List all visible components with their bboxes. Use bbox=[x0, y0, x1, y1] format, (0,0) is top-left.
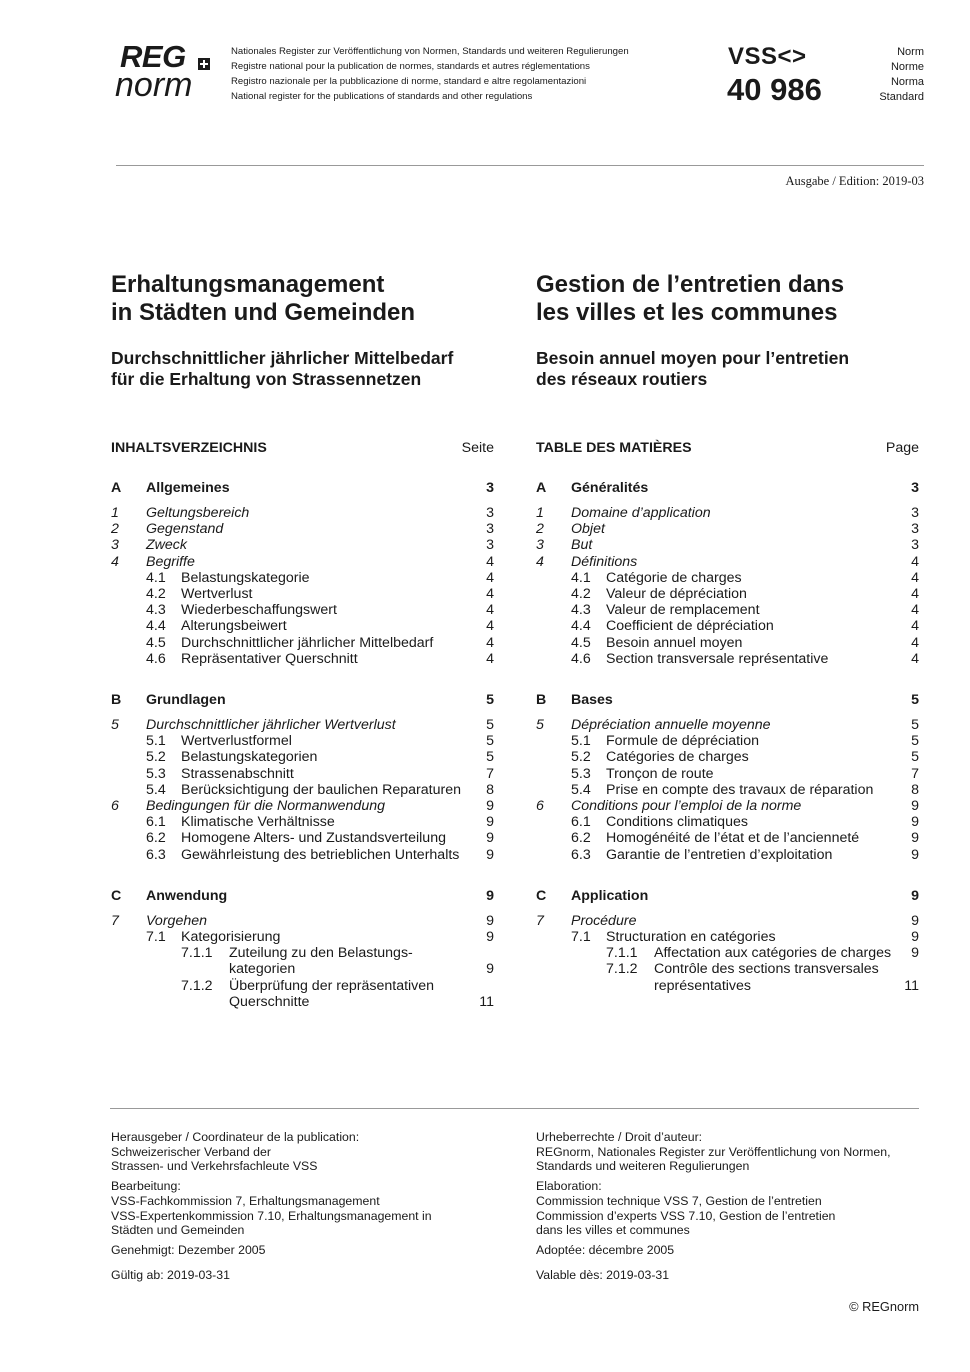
toc-entry-number: 6 bbox=[536, 798, 544, 815]
toc-entry-title: Application bbox=[571, 887, 649, 904]
toc-entry-number: 6.1 bbox=[571, 814, 591, 831]
toc-entry-number: 7 bbox=[536, 912, 544, 929]
toc-entry[interactable] bbox=[111, 635, 494, 651]
toc-entry-page: 5 bbox=[911, 692, 919, 709]
toc-entry[interactable] bbox=[536, 586, 919, 602]
toc-entry-page: 9 bbox=[486, 798, 494, 815]
toc-entry-number: 4.2 bbox=[571, 586, 591, 603]
toc-entry-title: Zuteilung zu den Belastungs-kategorien bbox=[229, 945, 413, 978]
toc-entry-number: C bbox=[111, 887, 122, 904]
toc-entry-number: 6.3 bbox=[146, 846, 166, 863]
toc-entry-page: 3 bbox=[486, 537, 494, 554]
toc-entry-title: Wertverlustformel bbox=[181, 733, 292, 750]
toc-entry-page: 5 bbox=[486, 692, 494, 709]
toc-entry-title: Durchschnittlicher jährlicher Wertverlust bbox=[146, 717, 396, 734]
toc-entry-page: 5 bbox=[911, 717, 919, 734]
toc-entry-number: 5.2 bbox=[146, 749, 166, 766]
footer-line: Commission technique VSS 7, Gestion de l’entretien bbox=[536, 1193, 822, 1208]
footer-line: Valable dès: 2019-03-31 bbox=[536, 1267, 670, 1282]
toc-entry-page: 5 bbox=[486, 717, 494, 734]
toc-entry-page: 3 bbox=[911, 537, 919, 554]
toc-de bbox=[111, 438, 494, 1010]
subtitle-fr bbox=[536, 348, 936, 390]
toc-entry[interactable] bbox=[536, 554, 919, 570]
toc-entry-number: 7.1.2 bbox=[181, 977, 213, 994]
toc-entry-page: 7 bbox=[486, 765, 494, 782]
footer-line: Schweizerischer Verband der bbox=[111, 1144, 271, 1159]
toc-entry-number: 2 bbox=[536, 521, 544, 538]
toc-section[interactable] bbox=[111, 887, 494, 905]
toc-entry-page: 4 bbox=[911, 634, 919, 651]
toc-entry-page: 3 bbox=[486, 505, 494, 521]
toc-entry[interactable] bbox=[536, 733, 919, 749]
footer-line: Gültig ab: 2019-03-31 bbox=[111, 1267, 230, 1282]
title-fr-line: les villes et les communes bbox=[536, 299, 838, 326]
toc-entry-page: 3 bbox=[486, 480, 494, 496]
toc-entry-page: 3 bbox=[911, 480, 919, 496]
toc-entry-page: 4 bbox=[911, 586, 919, 603]
toc-entry[interactable] bbox=[111, 554, 494, 570]
toc-entry[interactable] bbox=[536, 814, 919, 830]
toc-entry-number: 5.2 bbox=[571, 749, 591, 766]
toc-entry-title: Catégories de charges bbox=[606, 749, 749, 766]
register-line-it: Registro nazionale per la pubblicazione di norme, standard e altre regolamentazioni bbox=[231, 76, 587, 87]
toc-entry-page: 4 bbox=[911, 602, 919, 619]
subtitle-fr-line: Besoin annuel moyen pour l’entretien bbox=[536, 348, 850, 368]
toc-entry-title: Berücksichtigung der baulichen Reparaturen bbox=[181, 781, 461, 798]
toc-de-header bbox=[111, 438, 494, 458]
toc-entry-number: 4.4 bbox=[571, 618, 591, 635]
subtitle-de-line: Durchschnittlicher jährlicher Mittelbedarf bbox=[111, 348, 454, 368]
footer-line: Standards und weiteren Regulierungen bbox=[536, 1159, 750, 1174]
toc-section[interactable] bbox=[536, 887, 919, 905]
footer-line: dans les villes et communes bbox=[536, 1223, 690, 1238]
toc-entry-page: 4 bbox=[486, 569, 494, 586]
toc-entry-page: 4 bbox=[911, 553, 919, 570]
toc-entry-number: A bbox=[536, 480, 547, 496]
toc-entry-title: Conditions climatiques bbox=[606, 814, 748, 831]
footer-block bbox=[111, 1179, 501, 1238]
toc-entry-number: 3 bbox=[111, 537, 119, 554]
toc-entry[interactable] bbox=[111, 929, 494, 945]
toc-entry-number: 5.4 bbox=[146, 781, 166, 798]
toc-entry[interactable] bbox=[536, 830, 919, 846]
toc-entry-page: 9 bbox=[486, 814, 494, 831]
toc-entry-page: 9 bbox=[486, 961, 494, 978]
toc-entry-title: Gegenstand bbox=[146, 521, 224, 538]
toc-entry-title: Gewährleistung des betrieblichen Unterhalts bbox=[181, 846, 460, 863]
toc-entry-page: 9 bbox=[486, 887, 494, 904]
title-de-line: in Städten und Gemeinden bbox=[111, 299, 416, 326]
toc-entry-number: 4.3 bbox=[146, 602, 166, 619]
toc-entry-number: 1 bbox=[111, 505, 119, 521]
toc-entry-number: 7.1.1 bbox=[606, 945, 638, 962]
norm-word-en: Standard bbox=[879, 91, 924, 103]
footer-left bbox=[111, 1130, 501, 1287]
toc-entry-page: 7 bbox=[911, 765, 919, 782]
toc-entry[interactable] bbox=[111, 602, 494, 618]
toc-entry-number: 4.1 bbox=[146, 569, 166, 586]
toc-entry-page: 3 bbox=[911, 521, 919, 538]
toc-entry[interactable] bbox=[111, 830, 494, 846]
register-line-fr: Registre national pour la publication de normes, standards et autres réglementations bbox=[231, 61, 590, 72]
toc-entry-page: 9 bbox=[911, 814, 919, 831]
title-de-line: Erhaltungsmanagement bbox=[111, 271, 385, 298]
toc-entry-number: C bbox=[536, 887, 547, 904]
toc-entry[interactable] bbox=[536, 749, 919, 765]
toc-entry-title: Vorgehen bbox=[146, 912, 208, 929]
toc-section[interactable] bbox=[111, 691, 494, 709]
toc-entry-title: Affectation aux catégories de charges bbox=[654, 945, 892, 962]
toc-entry-page: 9 bbox=[486, 846, 494, 863]
footer-block bbox=[536, 1179, 926, 1238]
toc-entry-title: Procédure bbox=[571, 912, 637, 929]
footer-block bbox=[111, 1130, 501, 1174]
toc-entry-number: B bbox=[111, 692, 122, 709]
toc-entry[interactable] bbox=[111, 717, 494, 733]
toc-entry-number: 5.1 bbox=[571, 733, 591, 750]
toc-entry-number: 4 bbox=[111, 553, 119, 570]
toc-entry-title: Coefficient de dépréciation bbox=[606, 618, 774, 635]
footer-line: VSS-Expertenkommission 7.10, Erhaltungsmanagement in bbox=[111, 1208, 432, 1223]
norm-word-it: Norma bbox=[890, 76, 924, 88]
footer-line: Strassen- und Verkehrsfachleute VSS bbox=[111, 1159, 318, 1174]
toc-entry-title: Contrôle des sections transversales représentatives bbox=[654, 961, 879, 994]
toc-page-label: Page bbox=[885, 440, 919, 456]
toc-entry-page: 11 bbox=[479, 993, 494, 1010]
toc-entry-title: Valeur de remplacement bbox=[606, 602, 760, 619]
toc-section[interactable] bbox=[536, 479, 919, 497]
toc-entry-page: 4 bbox=[486, 602, 494, 619]
toc-entry-page: 9 bbox=[911, 912, 919, 929]
toc-entry-title: Grundlagen bbox=[146, 692, 226, 709]
toc-entry-title: Strassenabschnitt bbox=[181, 765, 294, 782]
toc-entry-page: 9 bbox=[911, 945, 919, 962]
title-fr bbox=[536, 271, 936, 327]
toc-entry-page: 4 bbox=[911, 650, 919, 667]
toc-entry[interactable] bbox=[536, 618, 919, 634]
footer-line: Städten und Gemeinden bbox=[111, 1223, 245, 1238]
toc-entry-page: 4 bbox=[486, 634, 494, 651]
footer-divider bbox=[110, 1108, 919, 1109]
toc-entry-number: 4.3 bbox=[571, 602, 591, 619]
toc-entry-title: Garantie de l’entretien d’exploitation bbox=[606, 846, 833, 863]
toc-entry-page: 8 bbox=[911, 781, 919, 798]
toc-entry-title: Objet bbox=[571, 521, 605, 538]
footer-block bbox=[111, 1243, 501, 1258]
toc-entry[interactable] bbox=[111, 733, 494, 749]
toc-entry[interactable] bbox=[536, 602, 919, 618]
toc-entry-title: Homogene Alters- und Zustandsverteilung bbox=[181, 830, 446, 847]
footer-line: Commission d’experts VSS 7.10, Gestion de l’entretien bbox=[536, 1208, 836, 1223]
toc-entry-number: 7.1 bbox=[571, 929, 591, 946]
toc-entry-title: Repräsentativer Querschnitt bbox=[181, 650, 358, 667]
toc-entry-number: 5.3 bbox=[571, 765, 591, 782]
footer-line: Urheberrechte / Droit d’auteur: bbox=[536, 1130, 703, 1144]
toc-entry-title: Begriffe bbox=[146, 553, 195, 570]
toc-entry-page: 4 bbox=[486, 650, 494, 667]
toc-entry[interactable] bbox=[111, 766, 494, 782]
toc-entry-page: 4 bbox=[911, 569, 919, 586]
toc-entry-number: 6.3 bbox=[571, 846, 591, 863]
toc-entry-number: 6.2 bbox=[146, 830, 166, 847]
toc-entry-page: 5 bbox=[911, 733, 919, 750]
toc-entry-page: 9 bbox=[911, 846, 919, 863]
edition-label: Ausgabe / Edition: 2019-03 bbox=[785, 174, 924, 188]
footer-block bbox=[536, 1130, 926, 1174]
toc-entry-title: Belastungskategorien bbox=[181, 749, 318, 766]
standard-number: 40 986 bbox=[727, 72, 822, 107]
toc-entry-title: Durchschnittlicher jährlicher Mittelbedarf bbox=[181, 634, 434, 651]
toc-entry-page: 5 bbox=[486, 749, 494, 766]
toc-entry-title: Geltungsbereich bbox=[146, 505, 250, 521]
footer-block bbox=[536, 1268, 926, 1283]
toc-entry[interactable] bbox=[536, 505, 919, 521]
toc-entry[interactable] bbox=[111, 814, 494, 830]
toc-entry-title: Formule de dépréciation bbox=[606, 733, 759, 750]
toc-entry-title: Valeur de dépréciation bbox=[606, 586, 747, 603]
toc-entry[interactable] bbox=[536, 913, 919, 929]
norm-word-fr: Norme bbox=[890, 61, 924, 73]
toc-entry[interactable] bbox=[536, 570, 919, 586]
regnorm-logo-reg: REG bbox=[120, 39, 186, 74]
toc-entry-number: 7 bbox=[111, 912, 119, 929]
toc-entry[interactable] bbox=[111, 913, 494, 929]
toc-entry-title: Bases bbox=[571, 692, 613, 709]
copyright: © REGnorm bbox=[849, 1299, 919, 1314]
footer-line: Bearbeitung: bbox=[111, 1179, 181, 1194]
toc-entry[interactable] bbox=[536, 929, 919, 945]
footer-line: VSS-Fachkommission 7, Erhaltungsmanagement bbox=[111, 1193, 380, 1208]
toc-entry-page: 4 bbox=[911, 618, 919, 635]
toc-entry[interactable] bbox=[536, 798, 919, 814]
toc-entry-title: Kategorisierung bbox=[181, 929, 281, 946]
toc-entry-number: 3 bbox=[536, 537, 544, 554]
toc-section[interactable] bbox=[536, 691, 919, 709]
register-line-de: Nationales Register zur Veröffentlichung von Normen, Standards und weiteren Regulierungen bbox=[231, 46, 629, 57]
toc-entry-number: 6.2 bbox=[571, 830, 591, 847]
toc-entry-page: 3 bbox=[911, 505, 919, 521]
toc-entry[interactable] bbox=[111, 978, 494, 1010]
toc-entry-page: 9 bbox=[911, 798, 919, 815]
toc-entry-title: Homogénéité de l’état et de l’ancienneté bbox=[606, 830, 860, 847]
toc-entry-number: A bbox=[111, 480, 122, 496]
toc-entry-number: 4.6 bbox=[571, 650, 591, 667]
title-de bbox=[111, 271, 511, 327]
toc-entry[interactable] bbox=[111, 521, 494, 537]
toc-entry-title: Conditions pour l’emploi de la norme bbox=[571, 798, 802, 815]
toc-entry-title: Tronçon de route bbox=[606, 765, 714, 782]
toc-entry-page: 9 bbox=[486, 912, 494, 929]
footer-right bbox=[536, 1130, 926, 1287]
toc-entry[interactable] bbox=[111, 586, 494, 602]
toc-entry[interactable] bbox=[536, 635, 919, 651]
toc-entry-page: 5 bbox=[486, 733, 494, 750]
toc-entry-number: 7.1.2 bbox=[606, 961, 638, 978]
toc-entry[interactable] bbox=[111, 570, 494, 586]
toc-entry-page: 9 bbox=[911, 830, 919, 847]
toc-entry[interactable] bbox=[111, 537, 494, 553]
toc-entry-title: Domaine d’application bbox=[571, 505, 711, 521]
toc-entry[interactable] bbox=[111, 847, 494, 863]
footer-block bbox=[111, 1268, 501, 1283]
toc-entry-title: Bedingungen für die Normanwendung bbox=[146, 798, 385, 815]
toc-entry[interactable] bbox=[536, 961, 919, 993]
toc-entry[interactable] bbox=[536, 945, 919, 961]
toc-entry-number: 4.2 bbox=[146, 586, 166, 603]
toc-entry-title: Structuration en catégories bbox=[606, 929, 776, 946]
toc-entry-page: 4 bbox=[486, 553, 494, 570]
toc-entry-title: Wertverlust bbox=[181, 586, 253, 603]
toc-entry[interactable] bbox=[111, 782, 494, 798]
toc-entry[interactable] bbox=[536, 651, 919, 667]
toc-entry-number: 4.6 bbox=[146, 650, 166, 667]
swiss-cross-icon bbox=[198, 58, 210, 70]
toc-entry[interactable] bbox=[111, 945, 494, 977]
toc-entry-number: 5 bbox=[536, 717, 544, 734]
toc-entry-page: 9 bbox=[486, 929, 494, 946]
toc-fr bbox=[536, 438, 919, 994]
toc-entry-title: But bbox=[571, 537, 593, 554]
regnorm-logo-norm: norm bbox=[115, 66, 193, 104]
toc-entry-number: 4 bbox=[536, 553, 544, 570]
footer-line: REGnorm, Nationales Register zur Veröffentlichung von Normen, bbox=[536, 1144, 891, 1159]
toc-heading: TABLE DES MATIÈRES bbox=[536, 440, 692, 456]
toc-entry-page: 8 bbox=[486, 781, 494, 798]
toc-section[interactable] bbox=[111, 479, 494, 497]
norm-word-de: Norm bbox=[897, 46, 924, 58]
toc-entry-title: Alterungsbeiwert bbox=[181, 618, 287, 635]
footer-block bbox=[536, 1243, 926, 1258]
toc-entry[interactable] bbox=[536, 766, 919, 782]
toc-fr-header bbox=[536, 438, 919, 458]
toc-entry-title: Wiederbeschaffungswert bbox=[181, 602, 337, 619]
toc-entry-page: 4 bbox=[486, 586, 494, 603]
toc-entry-page: 9 bbox=[486, 830, 494, 847]
register-line-en: National register for the publications of standards and other regulations bbox=[231, 91, 533, 102]
toc-entry-number: 5.3 bbox=[146, 765, 166, 782]
toc-entry-title: Prise en compte des travaux de réparation bbox=[606, 781, 874, 798]
toc-entry-title: Allgemeines bbox=[146, 480, 230, 496]
toc-page-label: Seite bbox=[461, 440, 494, 456]
toc-entry-number: 7.1 bbox=[146, 929, 166, 946]
vss-logo: VSS<> bbox=[728, 43, 807, 70]
subtitle-de-line: für die Erhaltung von Strassennetzen bbox=[111, 369, 422, 389]
toc-entry-page: 9 bbox=[911, 887, 919, 904]
footer-line: Genehmigt: Dezember 2005 bbox=[111, 1242, 266, 1257]
toc-entry[interactable] bbox=[111, 798, 494, 814]
toc-entry-title: Belastungskategorie bbox=[181, 569, 310, 586]
toc-entry-title: Überprüfung der repräsentativen Querschnitte bbox=[229, 977, 435, 1010]
toc-entry-title: Catégorie de charges bbox=[606, 569, 742, 586]
toc-entry[interactable] bbox=[536, 717, 919, 733]
toc-entry-page: 4 bbox=[486, 618, 494, 635]
toc-entry-number: 2 bbox=[111, 521, 119, 538]
toc-heading: INHALTSVERZEICHNIS bbox=[111, 440, 267, 456]
toc-entry-number: 5.4 bbox=[571, 781, 591, 798]
toc-entry-number: B bbox=[536, 692, 547, 709]
toc-entry-number: 4.5 bbox=[571, 634, 591, 651]
toc-entry-title: Zweck bbox=[146, 537, 187, 554]
toc-entry-number: 6.1 bbox=[146, 814, 166, 831]
toc-entry-number: 4.5 bbox=[146, 634, 166, 651]
footer-line: Adoptée: décembre 2005 bbox=[536, 1242, 675, 1257]
toc-entry[interactable] bbox=[111, 505, 494, 521]
toc-entry-title: Klimatische Verhältnisse bbox=[181, 814, 335, 831]
toc-entry-number: 4.4 bbox=[146, 618, 166, 635]
title-fr-line: Gestion de l’entretien dans bbox=[536, 271, 845, 298]
toc-entry-number: 7.1.1 bbox=[181, 945, 213, 962]
toc-entry[interactable] bbox=[536, 847, 919, 863]
toc-entry-page: 5 bbox=[911, 749, 919, 766]
toc-entry-page: 11 bbox=[904, 977, 919, 994]
toc-entry[interactable] bbox=[536, 521, 919, 537]
footer-line: Elaboration: bbox=[536, 1179, 602, 1194]
toc-entry[interactable] bbox=[111, 651, 494, 667]
toc-entry-title: Dépréciation annuelle moyenne bbox=[571, 717, 771, 734]
toc-entry-number: 5.1 bbox=[146, 733, 166, 750]
toc-entry-title: Besoin annuel moyen bbox=[606, 634, 743, 651]
toc-entry[interactable] bbox=[536, 537, 919, 553]
toc-entry-number: 6 bbox=[111, 798, 119, 815]
toc-entry-title: Anwendung bbox=[146, 887, 228, 904]
toc-entry-page: 9 bbox=[911, 929, 919, 946]
toc-entry[interactable] bbox=[536, 782, 919, 798]
subtitle-de bbox=[111, 348, 511, 390]
toc-entry-title: Définitions bbox=[571, 553, 638, 570]
toc-entry-number: 4.1 bbox=[571, 569, 591, 586]
toc-entry-number: 5 bbox=[111, 717, 119, 734]
toc-entry-number: 1 bbox=[536, 505, 544, 521]
toc-entry-page: 3 bbox=[486, 521, 494, 538]
toc-entry-title: Généralités bbox=[571, 480, 649, 496]
toc-entry[interactable] bbox=[111, 749, 494, 765]
toc-entry[interactable] bbox=[111, 618, 494, 634]
toc-entry-title: Section transversale représentative bbox=[606, 650, 829, 667]
header-divider bbox=[116, 165, 924, 166]
footer-line: Herausgeber / Coordinateur de la publication: bbox=[111, 1130, 360, 1144]
subtitle-fr-line: des réseaux routiers bbox=[536, 369, 708, 389]
